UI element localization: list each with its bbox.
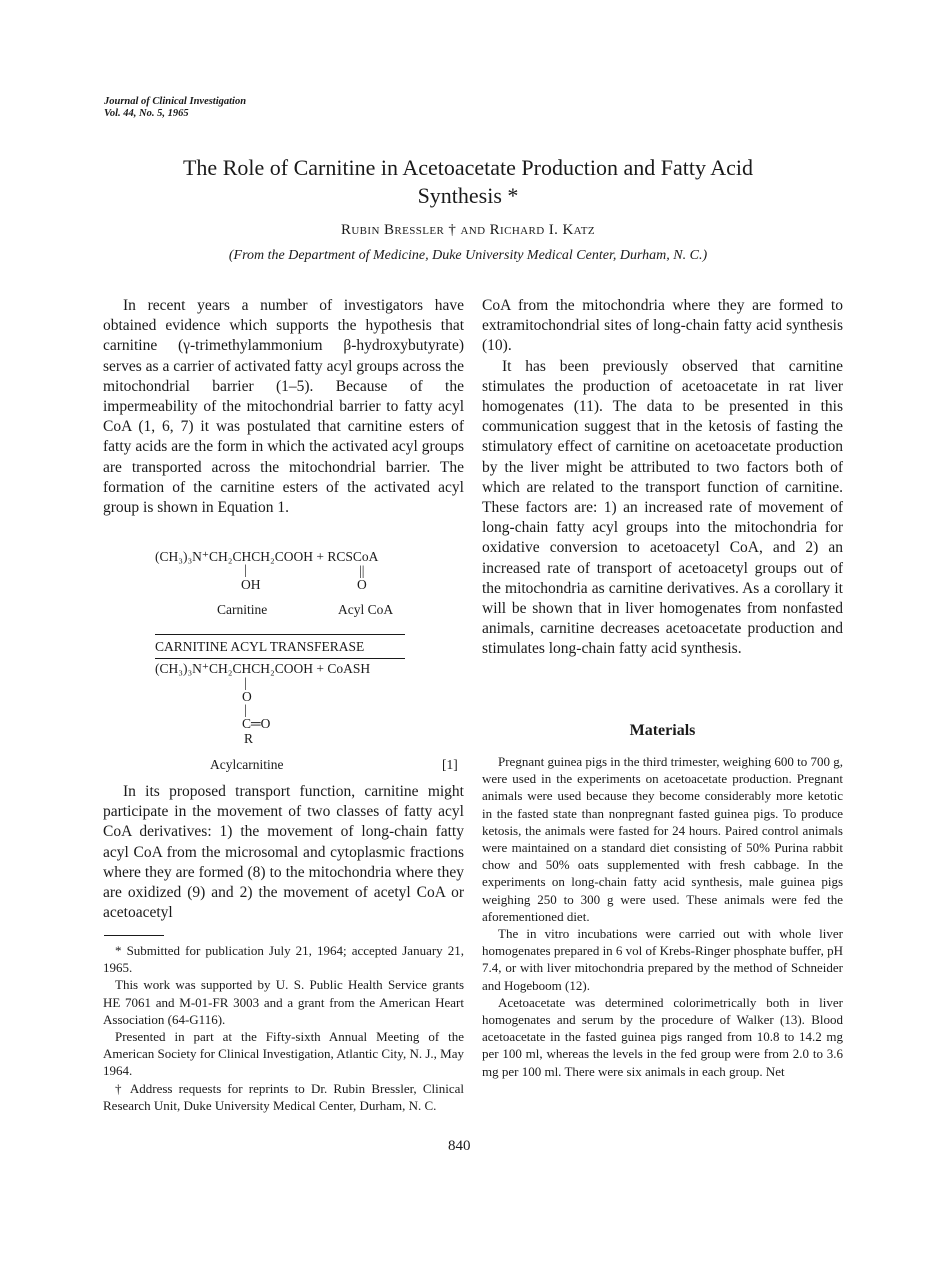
intro-paragraph-3: It has been previously observed that carnitine stimulates the production of acetoacetate in rat liver homogenates (11). The data to be presented in this communication suggest that in the ketosis of fasting the stimulatory effect of carnitine on acetoacetate production by the liver might be attributed to two factors both of which are related to the transport function of carnitine. These factors are: 1) an increased rate of movement of long-chain fatty acyl groups into the mitochondria for oxidative conversion to acetoacetyl CoA, and 2) an increased rate of transport of acetoacetyl groups out of the mitochondria as carnitine derivatives. As a corollary it will be shown that in liver homogenates from nonfasted animals, carnitine decreases acetoacetate production and stimulates long-chain fatty acid synthesis. (482, 357, 843, 658)
journal-citation (104, 96, 246, 120)
equation-carbonyl-oxygen: O (357, 577, 367, 592)
equation-products: (CH₃)₃N⁺CH₂CHCH₂COOH + CoASH (155, 661, 371, 676)
paper-title: The Role of Carnitine in Acetoacetate Production and Fatty Acid Synthesis * (182, 155, 753, 208)
left-column-transport (103, 782, 464, 923)
equation-oh-bond: | (244, 562, 247, 577)
footnote-rule (104, 935, 164, 936)
footnote-funding: This work was supported by U. S. Public Health Service grants HE 7061 and M-01-FR 3003 and a grant from the American Heart Association (64-G116). (103, 977, 464, 1027)
equation-1 (155, 549, 458, 779)
equation-number: [1] (442, 757, 458, 772)
right-column-intro (482, 296, 843, 660)
equation-double-bond: || (359, 563, 365, 578)
footnote-presented: Presented in part at the Fifty-sixth Annual Meeting of the American Society for Clinical Investigation, Atlantic City, N. J., May 1964. (103, 1029, 464, 1079)
left-column-intro (103, 296, 464, 518)
footnotes (103, 942, 464, 1114)
equation-bond-2: | (244, 702, 247, 717)
journal-name: Journal of Clinical Investigation (104, 96, 247, 107)
materials-paragraph-3: Acetoacetate was determined colorimetrically both in liver homogenates and serum by the procedure of Walker (13). Blood acetoacetate in the fasted guinea pigs ranged from 10.8 to 14.2 mg per 100 ml, whereas the levels in the fed group were from 2.0 to 3.6 mg per 100 ml. There were six animals in each group. Net (482, 994, 843, 1079)
label-acyl-coa: Acyl CoA (338, 602, 394, 617)
paper-authors: Rubin Bressler † and Richard I. Katz (340, 222, 596, 238)
materials-section (482, 753, 843, 1080)
equation-ester-oxygen: O (242, 689, 252, 704)
equation-reactants: (CH₃)₃N⁺CH₂CHCH₂COOH + RCSCoA (155, 549, 379, 564)
equation-hydroxyl: OH (241, 577, 261, 592)
equation-reaction-arrow (155, 658, 405, 659)
label-carnitine: Carnitine (217, 602, 268, 617)
footnote-submitted: * Submitted for publication July 21, 1964; accepted January 21, 1965. (103, 943, 464, 976)
journal-volume: Vol. 44, No. 5, 1965 (104, 108, 189, 119)
equation-top-rule (155, 634, 405, 635)
paper-affiliation: (From the Department of Medicine, Duke University Medical Center, Durham, N. C.) (228, 248, 708, 263)
label-acylcarnitine: Acylcarnitine (210, 757, 284, 772)
equation-r-group: R (244, 731, 254, 746)
enzyme-label: CARNITINE ACYL TRANSFERASE (155, 639, 365, 654)
page-number: 840 (448, 1138, 471, 1154)
intro-continuation: CoA from the mitochondria where they are formed to extramitochondrial sites of long-chain fatty acid synthesis (10). (482, 297, 843, 355)
materials-paragraph-1: Pregnant guinea pigs in the third trimester, weighing 600 to 700 g, were used in the experiments on acetoacetate production. Pregnant animals were used because they become considerably more ketotic in the fasted state than nonpregnant fasted guinea pigs. To produce ketosis, the animals were fasted for 24 hours. Paired control animals were maintained on a standard diet consisting of 50% Purina rabbit chow and 50% oats supplemented with fresh cabbage. In the experiments on long-chain fatty acid synthesis, male guinea pigs weighing 250 to 300 g were used. These animals were fed the aforementioned diet. (482, 754, 844, 924)
materials-paragraph-2: The in vitro incubations were carried out with whole liver homogenates prepared in 6 vol of Krebs-Ringer phosphate buffer, pH 7.4, or with liver mitochondria prepared by the method of Schneider and Hogeboom (12). (482, 926, 843, 993)
equation-carbonyl: C═O (242, 716, 271, 731)
intro-paragraph-1: In recent years a number of investigators have obtained evidence which supports the hypothesis that carnitine (γ-trimethylammonium β-hydroxybutyrate) serves as a carrier of activated fatty acyl groups across the mitochondrial barrier (1–5). Because of the impermeability of the mitochondrial barrier to fatty acyl CoA (1, 6, 7) it was postulated that carnitine esters of fatty acids are the form in which the activated acyl groups are transported across the mitochondrial barrier. The formation of the carnitine esters of the activated acyl group is shown in Equation 1. (103, 297, 464, 517)
equation-bond-1: | (244, 675, 247, 690)
intro-paragraph-2: In its proposed transport function, carnitine might participate in the movement of two classes of fatty acyl CoA derivatives: 1) the movement of long-chain fatty acyl CoA from the microsomal and cytoplasmic fractions where they are formed (8) to the mitochondria where they are oxidized (9) and 2) the movement of acetyl CoA or acetoacetyl (103, 783, 464, 922)
footnote-reprints: † Address requests for reprints to Dr. Rubin Bressler, Clinical Research Unit, Duke University Medical Center, Durham, N. C. (103, 1080, 464, 1113)
section-heading-materials: Materials (629, 722, 696, 739)
